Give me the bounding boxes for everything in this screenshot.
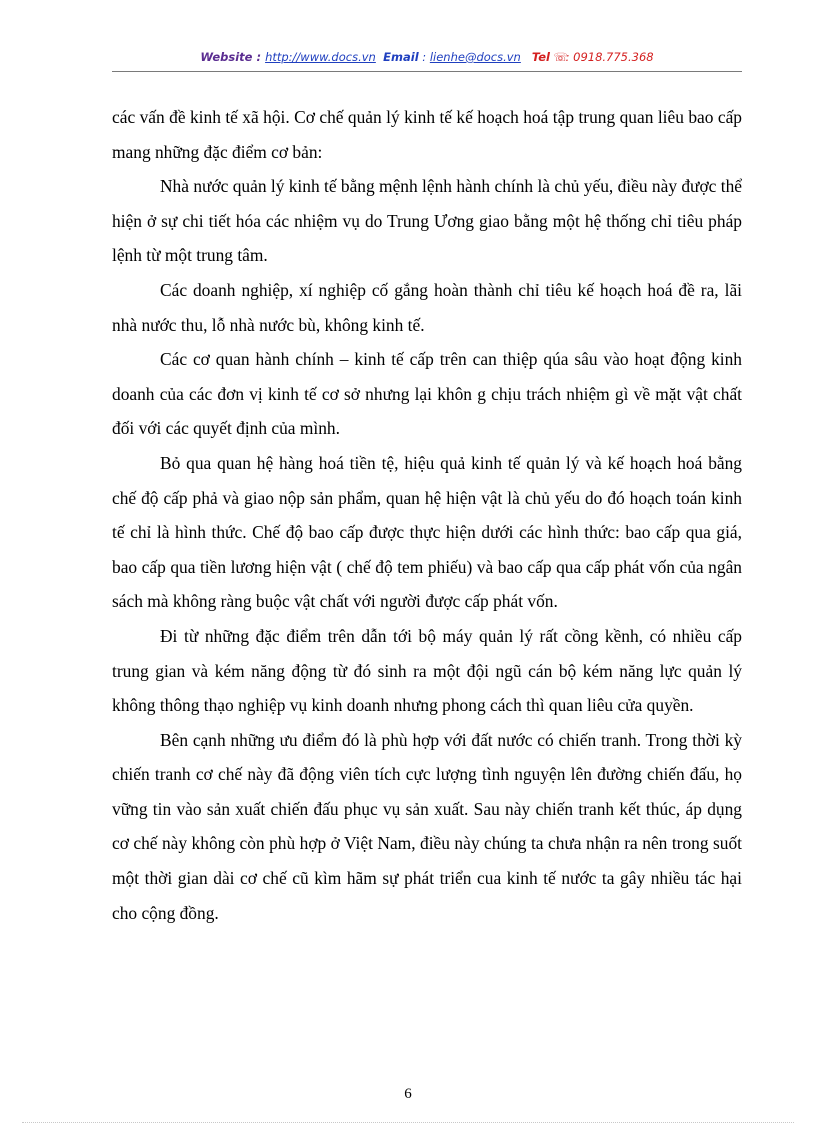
paragraph: Nhà nước quản lý kinh tế bằng mệnh lệnh hành chính là chủ yếu, điều này được thể hiện ở sự chi tiết hóa các nhiệm vụ do Trung Ương giao bằng một hệ thống chỉ tiêu pháp lệnh từ một trung tâm. xyxy=(112,176,742,266)
paragraph: các vấn đề kinh tế xã hội. Cơ chế quản lý kinh tế kế hoạch hoá tập trung quan liêu bao cấp mang những đặc điểm cơ bản: xyxy=(112,107,742,162)
email-label: Email xyxy=(383,50,419,64)
paragraph: Các doanh nghiệp, xí nghiệp cố gắng hoàn thành chỉ tiêu kế hoạch hoá đề ra, lãi nhà nước thu, lỗ nhà nước bù, không kinh tế. xyxy=(112,279,742,335)
paragraph: Đi từ những đặc điểm trên dẫn tới bộ máy quản lý rất cồng kềnh, có nhiều cấp trung gian và kém năng động từ đó sinh ra một đội ngũ cán bộ kém năng lực quản lý không thông thạo nghiệp vụ kinh doanh nhưng phong cách thì quan liêu cửa quyền. xyxy=(112,625,742,716)
page-number: 6 xyxy=(404,1086,412,1102)
paragraph: Các cơ quan hành chính – kinh tế cấp trên can thiệp qúa sâu vào hoạt động kinh doanh của các đơn vị kinh tế cơ sở nhưng lại khôn g chịu trách nhiệm gì về mặt vật chất đối với các quyết định của mình. xyxy=(112,349,742,439)
paragraph: Bên cạnh những ưu điểm đó là phù hợp với đất nước có chiến tranh. Trong thời kỳ chiến tranh cơ chế này đã động viên tích cực lượng tình nguyện lên đường chiến đấu, họ vững tin vào sản xuất chiến đấu phục vụ sản xuất. Sau này chiến tranh kết thúc, áp dụng cơ chế này không còn phù hợp ở Việt Nam, điều này chúng ta chưa nhận ra nên trong suốt một thời gian dài cơ chế cũ kìm hãm sự phát triển cua kinh tế nước ta gây nhiều tác hại cho cộng đồng. xyxy=(112,729,742,923)
website-label: Website : xyxy=(200,50,266,64)
website-link[interactable]: http://www.docs.vn xyxy=(265,50,376,64)
document-body xyxy=(112,100,742,930)
phone-icon: ☏ xyxy=(553,50,568,64)
header-divider xyxy=(112,71,742,72)
email-separator: : xyxy=(418,50,430,64)
email-link[interactable]: lienhe@docs.vn xyxy=(429,50,521,64)
tel-number: : 0918.775.368 xyxy=(565,50,654,64)
page-header xyxy=(112,50,742,64)
paragraph: Bỏ qua quan hệ hàng hoá tiền tệ, hiệu quả kinh tế quản lý và kế hoạch hoá bằng chế độ cấp phả và giao nộp sản phẩm, quan hệ hiện vật là chủ yếu do đó hoạch toán kinh tế chỉ là hình thức. Chế độ bao cấp được thực hiện dưới các hình thức: bao cấp qua giá, bao cấp qua tiền lương hiện vật ( chế độ tem phiếu) và bao cấp qua cấp phát vốn của ngân sách mà không ràng buộc vật chất với người được cấp phát vốn. xyxy=(112,452,742,612)
tel-label: Tel xyxy=(531,50,550,64)
